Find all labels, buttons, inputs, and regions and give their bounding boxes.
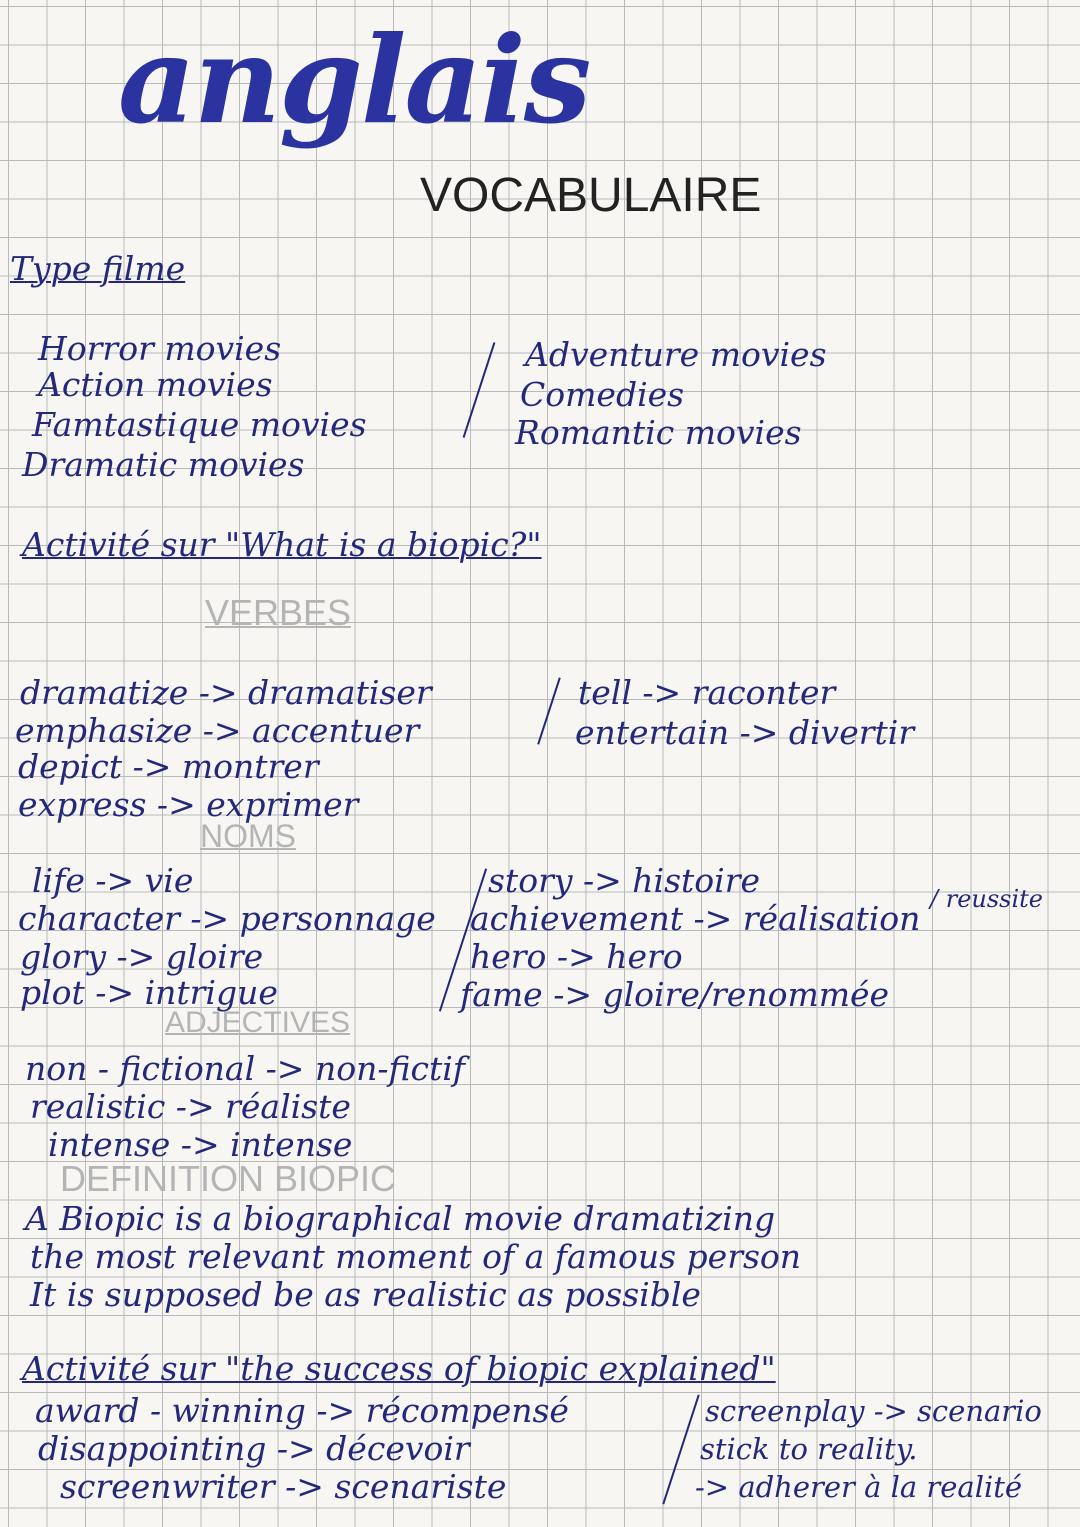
- list-item: Romantic movies: [515, 413, 802, 452]
- vocab-item: disappointing -> décevoir: [38, 1429, 470, 1468]
- column-divider: [537, 677, 561, 744]
- annotation-note: / reussite: [930, 885, 1044, 913]
- vocab-item: non - fictional -> non-fictif: [25, 1049, 465, 1088]
- category-heading-verbes: VERBES: [205, 592, 352, 633]
- vocab-item: fame -> gloire/renommée: [460, 975, 890, 1014]
- page-title: anglais: [118, 10, 590, 151]
- vocab-item: intense -> intense: [48, 1125, 353, 1164]
- category-heading-adjectives: ADJECTIVES: [165, 1006, 351, 1039]
- vocab-item: screenplay -> scenario: [705, 1394, 1042, 1428]
- section-heading-film-types: Type filme: [10, 249, 186, 288]
- vocab-item: depict -> montrer: [18, 747, 319, 786]
- definition-line: the most relevant moment of a famous person: [30, 1237, 802, 1276]
- vocab-item: achievement -> réalisation: [470, 899, 921, 938]
- vocab-item: -> adherer à la realité: [695, 1470, 1023, 1504]
- page-subtitle: VOCABULAIRE: [420, 169, 762, 222]
- vocab-item: entertain -> divertir: [575, 713, 915, 752]
- vocab-item: express -> exprimer: [18, 785, 359, 824]
- list-item: Horror movies: [38, 329, 282, 368]
- list-item: Adventure movies: [525, 335, 827, 374]
- vocab-item: realistic -> réaliste: [30, 1087, 351, 1126]
- vocab-item: plot -> intrigue: [20, 973, 278, 1012]
- category-heading-definition: DEFINITION BIOPIC: [60, 1158, 397, 1199]
- column-divider: [463, 342, 496, 438]
- list-item: Dramatic movies: [22, 445, 305, 484]
- section-heading-activity-2: Activité sur "the success of biopic explained": [22, 1349, 776, 1388]
- list-item: Action movies: [38, 365, 273, 404]
- vocab-item: stick to reality.: [700, 1432, 918, 1466]
- vocab-item: hero -> hero: [470, 937, 683, 976]
- vocab-item: award - winning -> récompensé: [35, 1391, 569, 1430]
- list-item: Famtastique movies: [32, 405, 367, 444]
- vocab-item: character -> personnage: [18, 899, 436, 938]
- definition-line: It is supposed be as realistic as possible: [30, 1275, 701, 1314]
- vocab-item: screenwriter -> scenariste: [60, 1467, 507, 1506]
- vocab-item: tell -> raconter: [578, 673, 836, 712]
- section-heading-activity-1: Activité sur "What is a biopic?": [22, 525, 542, 564]
- vocab-item: life -> vie: [32, 861, 194, 900]
- vocab-item: emphasize -> accentuer: [15, 711, 420, 750]
- definition-line: A Biopic is a biographical movie dramatizing: [25, 1199, 776, 1238]
- vocab-item: dramatize -> dramatiser: [20, 673, 432, 712]
- vocab-item: story -> histoire: [488, 861, 760, 900]
- vocab-item: glory -> gloire: [20, 937, 264, 976]
- list-item: Comedies: [520, 375, 685, 414]
- category-heading-noms: NOMS: [200, 818, 296, 854]
